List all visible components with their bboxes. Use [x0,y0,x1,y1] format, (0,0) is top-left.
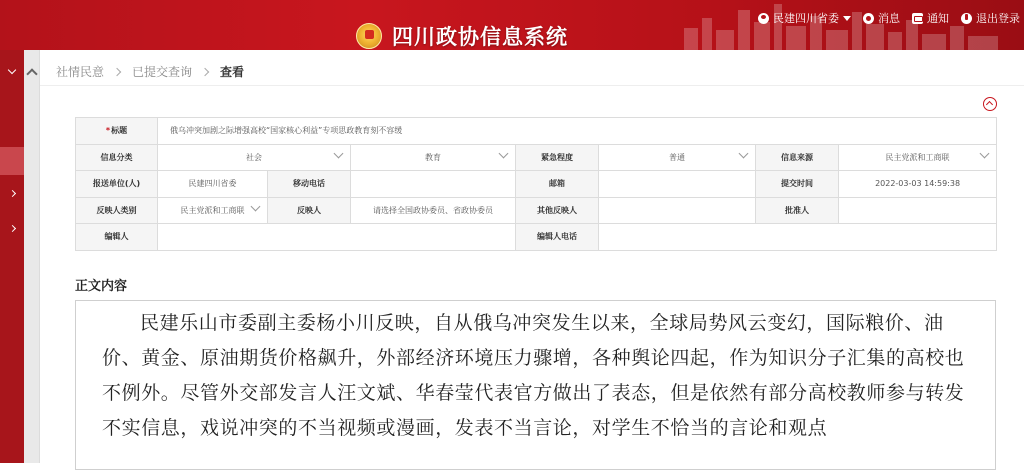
top-nav [746,10,1020,26]
table-row [76,171,997,198]
editor-label: 编辑人 [76,224,158,251]
table-row [76,197,997,224]
sidebar-toggle[interactable] [0,54,24,88]
chevron-right-icon [8,224,15,231]
reporter-field[interactable]: 请选择全国政协委员、省政协委员 [351,197,516,224]
source-select[interactable]: 民主党派和工商联 [839,144,997,171]
user-menu[interactable] [758,10,851,26]
chevron-down-icon [739,148,749,158]
collapse-gutter[interactable] [24,50,40,463]
notice-icon [912,13,923,24]
sidebar-item-active[interactable] [0,147,24,175]
chevron-down-icon [334,148,344,158]
collapse-icon[interactable] [983,97,997,111]
sidebar-item-3[interactable] [0,214,24,242]
editor-phone-field[interactable] [599,224,997,251]
sidebar-item-2[interactable] [0,179,24,207]
email-field[interactable] [599,171,756,198]
chevron-right-icon [113,67,121,75]
title-field[interactable]: 俄乌冲突加剧之际增强高校“国家核心利益”专项思政教育刻不容缓 [158,118,997,145]
chevron-down-icon [980,148,990,158]
brand [356,21,568,50]
source-label: 信息来源 [756,144,839,171]
required-mark: * [105,126,111,136]
reporter-type-label: 反映人类别 [76,197,158,224]
table-row [76,144,997,171]
user-icon [758,13,769,24]
email-label: 邮箱 [516,171,599,198]
body-text[interactable]: 民建乐山市委副主委杨小川反映，自从俄乌冲突发生以来，全球局势风云变幻，国际粮价、油价、黄金、原油期货价格飙升，外部经济环境压力骤增，各种舆论四起，作为知识分子汇集的高校也不例外。尽管外交部发言人汪文斌、华春莹代表官方做出了表态，但是依然有部分高校教师参与转发不实信息，戏说冲突的不当视频或漫画，发表不当言论，对学生不恰当的言论和观点 [75,300,996,470]
chevron-up-icon [26,68,37,79]
urgency-label: 紧急程度 [516,144,599,171]
other-reporter-label: 其他反映人 [516,197,599,224]
urgency-select[interactable]: 普通 [599,144,756,171]
title-label: *标题 [76,118,158,145]
notices-link[interactable] [912,10,949,26]
chevron-right-icon [201,67,209,75]
breadcrumb-item[interactable]: 已提交查询 [132,65,193,79]
messages-label: 消息 [878,12,900,25]
other-reporter-field[interactable] [599,197,756,224]
sidebar [0,50,24,463]
chevron-down-icon [8,65,16,73]
table-row [76,118,997,145]
message-icon [863,13,874,24]
logout-link[interactable] [961,10,1020,26]
reporter-label: 反映人 [268,197,351,224]
info-table [75,117,997,251]
reporter-type-select[interactable]: 民主党派和工商联 [158,197,268,224]
unit-label: 报送单位(人) [76,171,158,198]
power-icon [961,13,972,24]
chevron-right-icon [8,189,15,196]
cppcc-emblem-icon [356,23,382,49]
approver-label: 批准人 [756,197,839,224]
caret-down-icon [843,16,851,21]
submit-time-label: 提交时间 [756,171,839,198]
approver-field[interactable] [839,197,997,224]
chevron-down-icon [251,201,261,211]
category-label: 信息分类 [76,144,158,171]
system-title: 四川政协信息系统 [392,25,568,49]
chevron-down-icon [499,148,509,158]
phone-label: 移动电话 [268,171,351,198]
body-section-title: 正文内容 [75,279,128,294]
editor-field[interactable] [158,224,516,251]
user-name: 民建四川省委 [773,12,839,25]
submit-time-field: 2022-03-03 14:59:38 [839,171,997,198]
notices-label: 通知 [927,12,949,25]
breadcrumb [40,58,1024,86]
table-row [76,224,997,251]
logout-label: 退出登录 [976,12,1020,25]
top-header [0,0,1024,50]
editor-phone-label: 编辑人电话 [516,224,599,251]
phone-field[interactable] [351,171,516,198]
category-select-2[interactable]: 教育 [351,144,516,171]
category-select-1[interactable]: 社会 [158,144,351,171]
breadcrumb-item[interactable]: 社情民意 [56,65,105,79]
unit-field[interactable]: 民建四川省委 [158,171,268,198]
breadcrumb-current: 查看 [220,65,245,79]
messages-link[interactable] [863,10,900,26]
